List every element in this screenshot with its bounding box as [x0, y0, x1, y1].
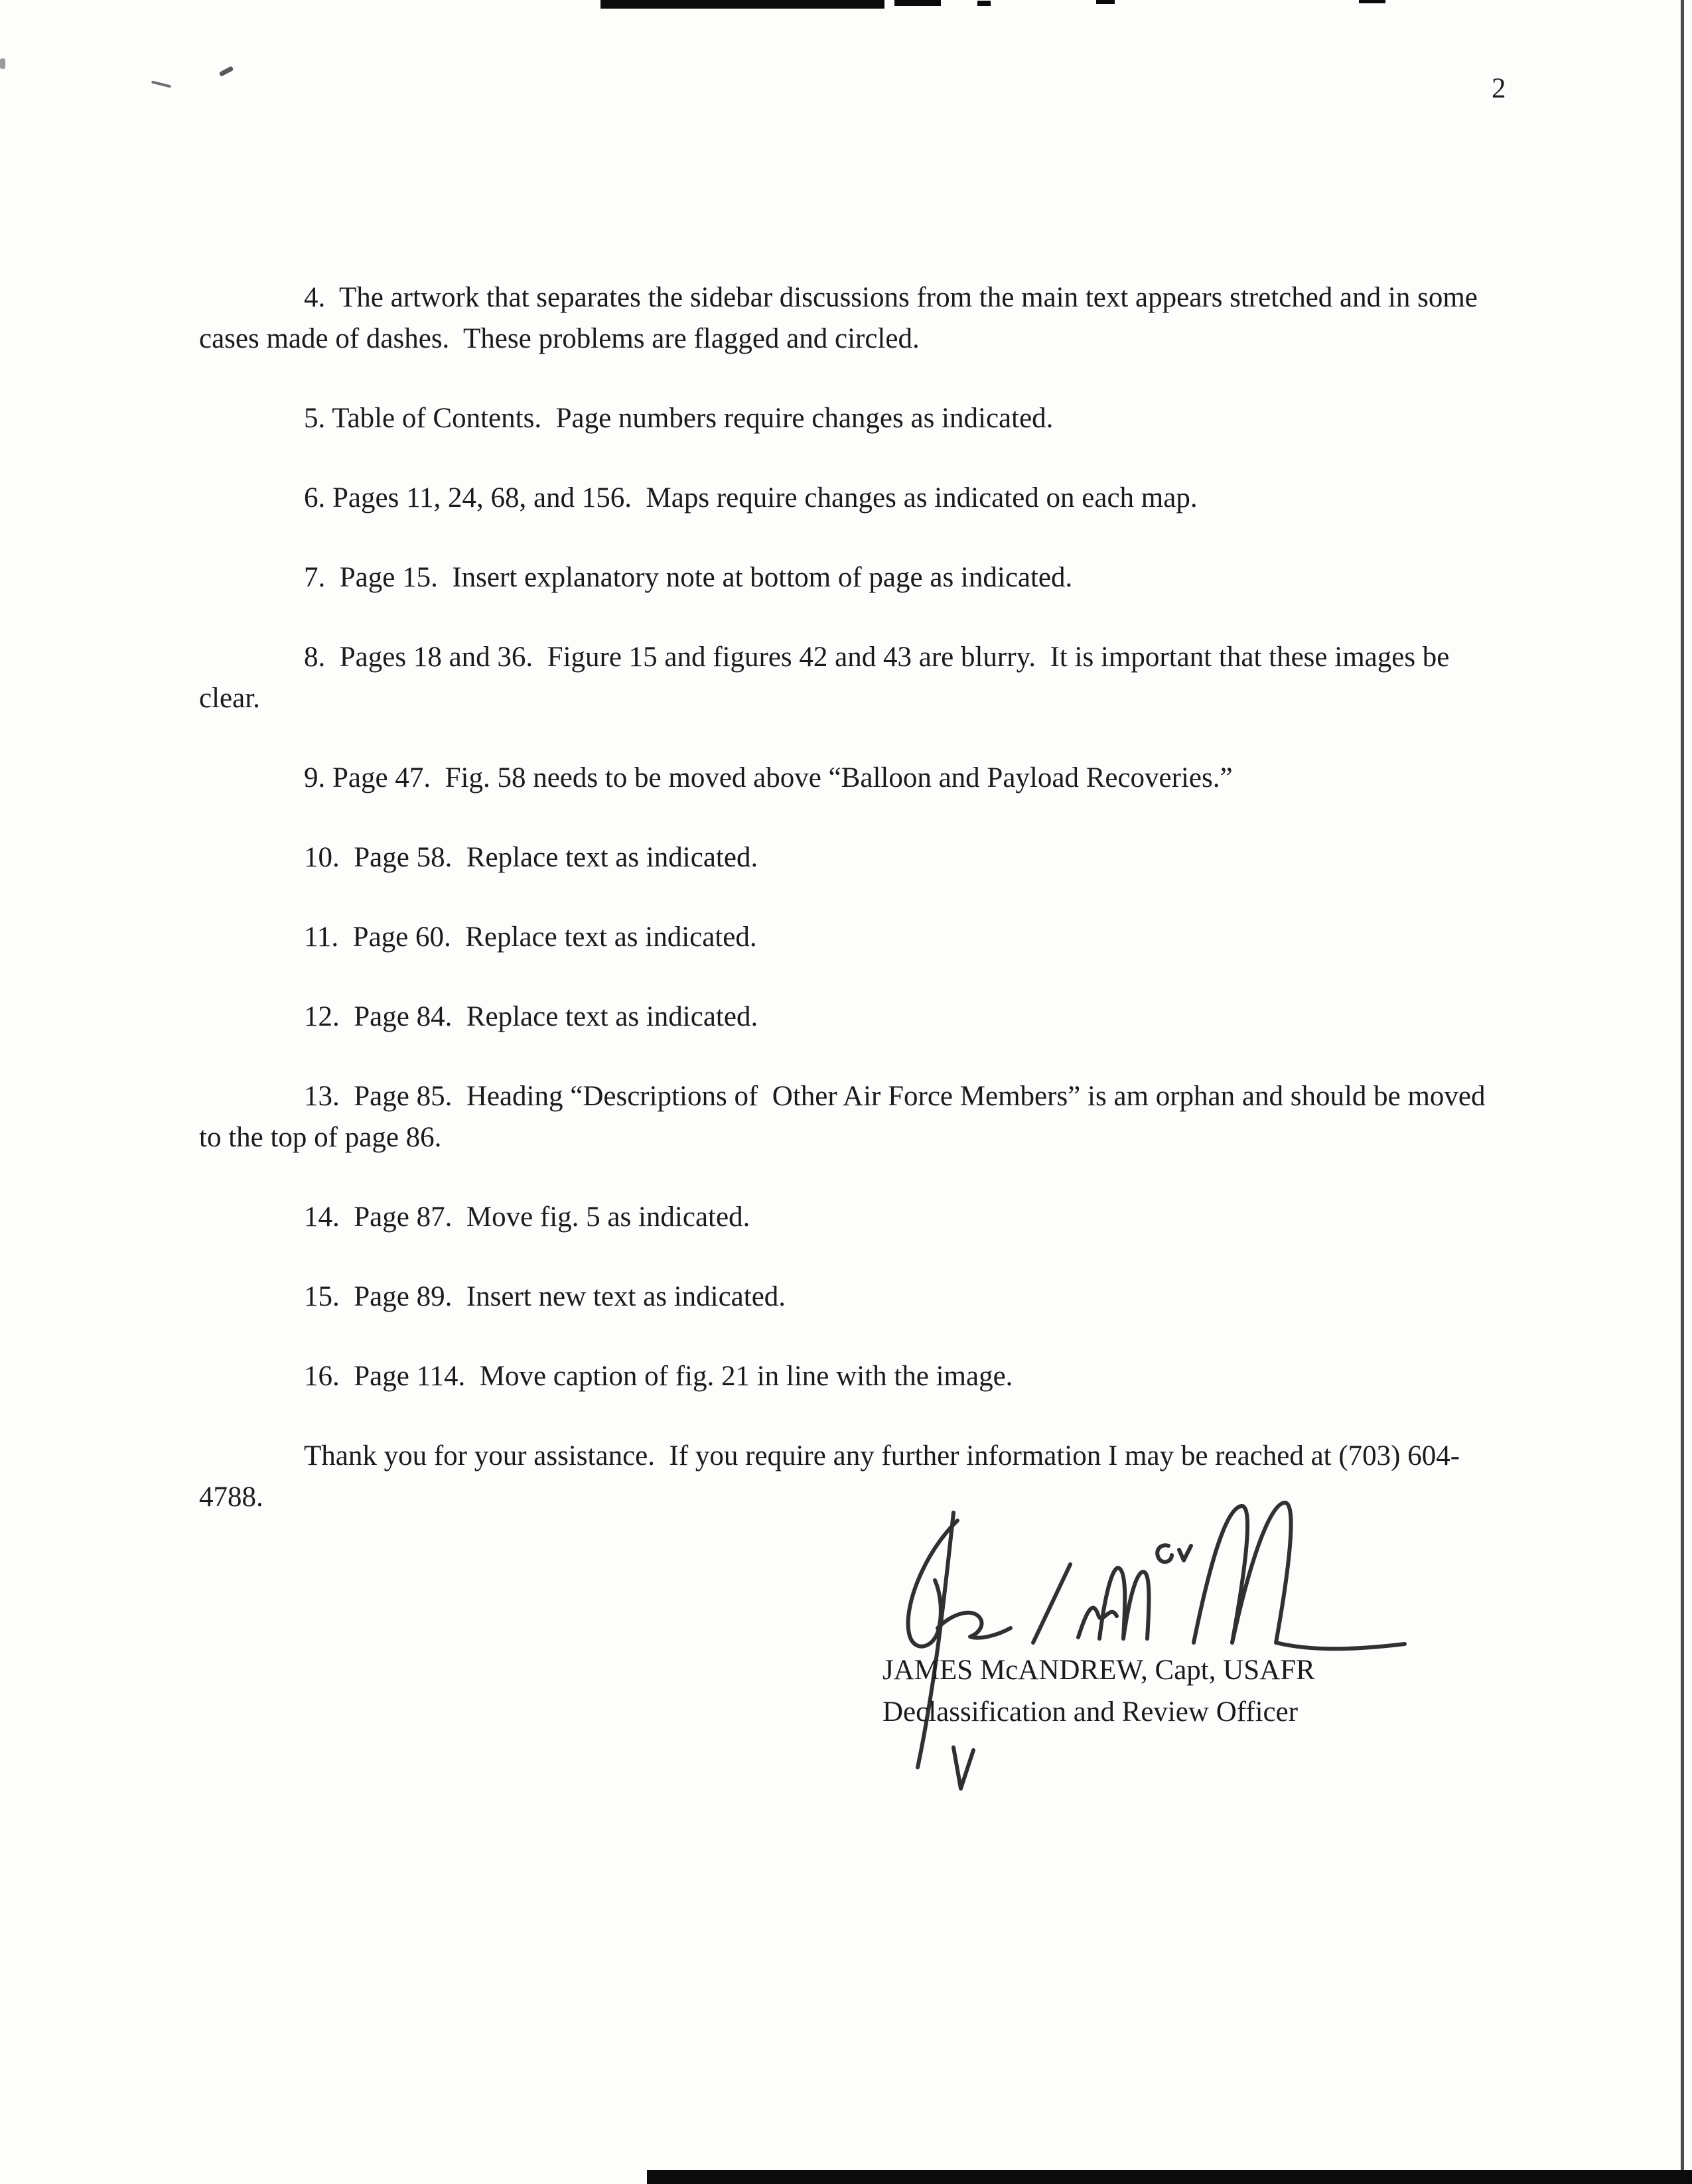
- scan-artifact-right-edge: [1681, 0, 1684, 2184]
- scan-artifact-top: [977, 1, 991, 6]
- list-item-4: 4. The artwork that separates the sidebar discussions from the main text appears stretched and in some cases made of dashes. These problems are flagged and circled.: [199, 282, 1485, 354]
- list-item-7: 7. Page 15. Insert explanatory note at bottom of page as indicated.: [304, 562, 1073, 593]
- list-item-11: 11. Page 60. Replace text as indicated.: [304, 921, 757, 953]
- pen-mark: [0, 58, 5, 69]
- list-item-6: 6. Pages 11, 24, 68, and 156. Maps require changes as indicated on each map.: [304, 482, 1198, 513]
- scan-artifact-top: [1096, 0, 1115, 4]
- signer-name: JAMES McANDREW, Capt, USAFR: [882, 1655, 1315, 1686]
- list-item-5: 5. Table of Contents. Page numbers require changes as indicated.: [304, 403, 1054, 434]
- pen-mark: [219, 66, 234, 77]
- list-item-12: 12. Page 84. Replace text as indicated.: [304, 1001, 758, 1032]
- list-item-15: 15. Page 89. Insert new text as indicated.: [304, 1281, 786, 1312]
- page-number: 2: [1492, 73, 1506, 104]
- signer-title: Declassification and Review Officer: [882, 1696, 1299, 1728]
- pen-mark: [151, 80, 171, 88]
- letter-body: [199, 277, 1493, 1518]
- scan-artifact-top: [1359, 0, 1385, 3]
- list-item-14: 14. Page 87. Move fig. 5 as indicated.: [304, 1201, 750, 1233]
- closing-paragraph: Thank you for your assistance. If you require any further information I may be reached at (703) 604-4788.: [199, 1440, 1460, 1513]
- list-item-8: 8. Pages 18 and 36. Figure 15 and figures 42 and 43 are blurry. It is important that these images be clear.: [199, 642, 1457, 714]
- signature-block: [879, 1486, 1437, 1805]
- list-item-10: 10. Page 58. Replace text as indicated.: [304, 842, 758, 873]
- signature-ink-icon: [879, 1486, 1423, 1798]
- list-item-16: 16. Page 114. Move caption of fig. 21 in line with the image.: [304, 1361, 1013, 1392]
- list-item-9: 9. Page 47. Fig. 58 needs to be moved above “Balloon and Payload Recoveries.”: [304, 762, 1233, 793]
- scan-artifact-top: [894, 0, 941, 6]
- list-item-13: 13. Page 85. Heading “Descriptions of Other Air Force Members” is am orphan and should be moved to the top of page 86.: [199, 1081, 1493, 1153]
- scan-artifact-bottom: [647, 2170, 1692, 2184]
- scan-artifact-top: [600, 0, 884, 9]
